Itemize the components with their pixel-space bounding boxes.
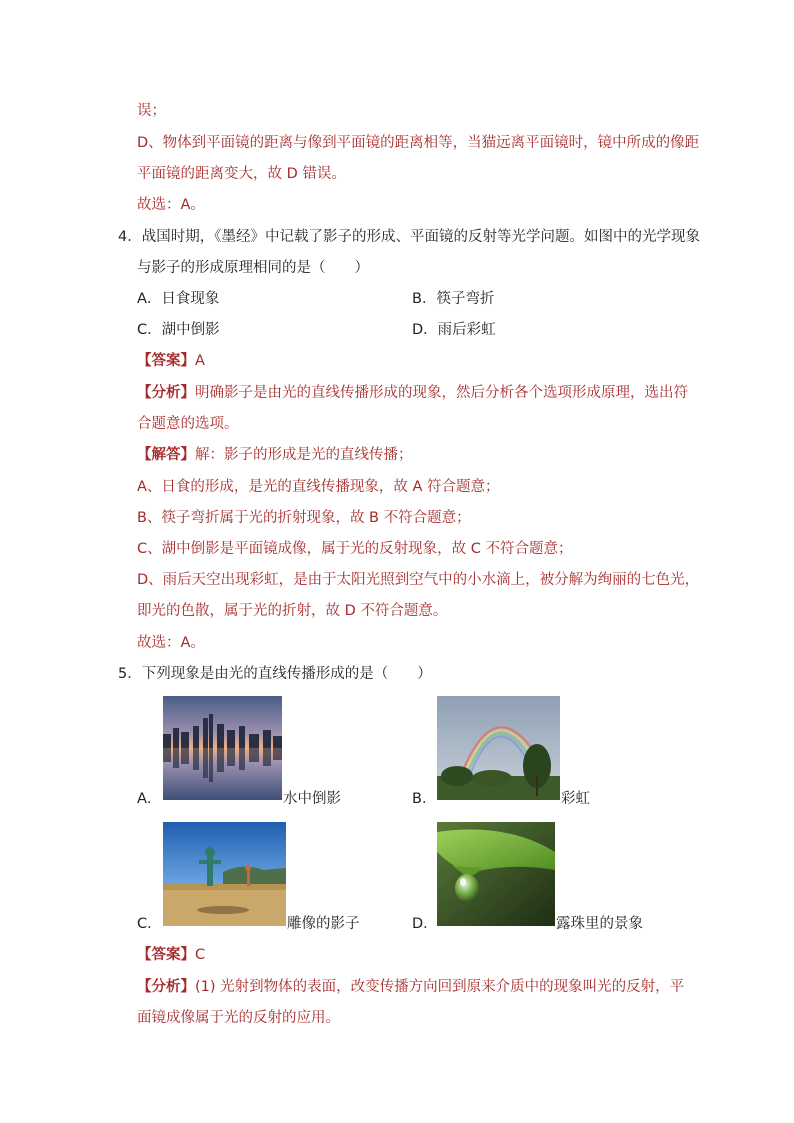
q4-option-b: B．筷子弯折 (412, 291, 495, 307)
answer-value: A (195, 353, 205, 369)
q5-option-d-image (437, 822, 555, 926)
prev-option-d-line2: 平面镜的距离变大，故 D 错误。 (137, 166, 346, 182)
q5-option-b-image (437, 696, 560, 800)
answer-value: C (195, 947, 206, 963)
prev-option-d-line1: D、物体到平面镜的距离与像到平面镜的距离相等，当猫远离平面镜时，镜中所成的像距 (137, 135, 700, 151)
q4-option-c: C．湖中倒影 (137, 322, 220, 338)
q5-option-d-letter: D． (412, 916, 438, 932)
prev-text-line: 误； (137, 103, 166, 119)
q4-solution-d1: D、雨后天空出现彩虹，是由于太阳光照到空气中的小水滴上，被分解为绚丽的七色光， (137, 572, 700, 588)
q4-solution-intro (137, 445, 413, 465)
analysis-tag: 【分析】 (137, 385, 195, 401)
q4-solution-d2: 即光的色散，属于光的折射，故 D 不符合题意。 (137, 603, 448, 619)
q4-analysis-line2: 合题意的选项。 (137, 416, 239, 432)
q5-analysis-line2: 面镜成像属于光的反射的应用。 (137, 1010, 340, 1026)
q4-option-d: D．雨后彩虹 (412, 322, 496, 338)
q4-choose: 故选：A。 (137, 635, 205, 651)
q5-option-c-image (163, 822, 286, 926)
q4-solution-c: C、湖中倒影是平面镜成像，属于光的反射现象，故 C 不符合题意； (137, 541, 573, 557)
q5-option-c-letter: C． (137, 916, 162, 932)
q5-option-a-letter: A． (137, 791, 162, 807)
q4-analysis-line1 (137, 383, 688, 403)
q5-option-b-caption: 彩虹 (561, 791, 590, 807)
q4-solution-b: B、筷子弯折属于光的折射现象，故 B 不符合题意； (137, 510, 471, 526)
q5-stem: 5．下列现象是由光的直线传播形成的是（ ） (118, 666, 432, 682)
q4-answer (137, 351, 205, 371)
q5-option-d-caption: 露珠里的景象 (556, 916, 643, 932)
q4-solution-a: A、日食的形成，是光的直线传播现象，故 A 符合题意； (137, 479, 500, 495)
answer-tag: 【答案】 (137, 353, 195, 369)
q4-option-a: A．日食现象 (137, 291, 220, 307)
q5-option-a-image (163, 696, 282, 800)
q5-option-a-caption: 水中倒影 (283, 791, 341, 807)
solution-tag: 【解答】 (137, 447, 195, 463)
analysis-tag: 【分析】 (137, 979, 195, 995)
prev-choose: 故选：A。 (137, 197, 205, 213)
q5-analysis-line1 (137, 977, 684, 997)
answer-tag: 【答案】 (137, 947, 195, 963)
solution-text: 解：影子的形成是光的直线传播； (195, 447, 413, 463)
analysis-text: (1) 光射到物体的表面，改变传播方向回到原来介质中的现象叫光的反射，平 (195, 979, 685, 995)
q4-stem-line1: 4．战国时期，《墨经》中记载了影子的形成、平面镜的反射等光学问题。如图中的光学现象 (118, 229, 700, 245)
q5-answer (137, 945, 205, 965)
q5-option-b-letter: B． (412, 791, 437, 807)
analysis-text: 明确影子是由光的直线传播形成的现象，然后分析各个选项形成原理，选出符 (195, 385, 688, 401)
q5-option-c-caption: 雕像的影子 (287, 916, 360, 932)
q4-stem-line2: 与影子的形成原理相同的是（ ） (137, 260, 369, 276)
